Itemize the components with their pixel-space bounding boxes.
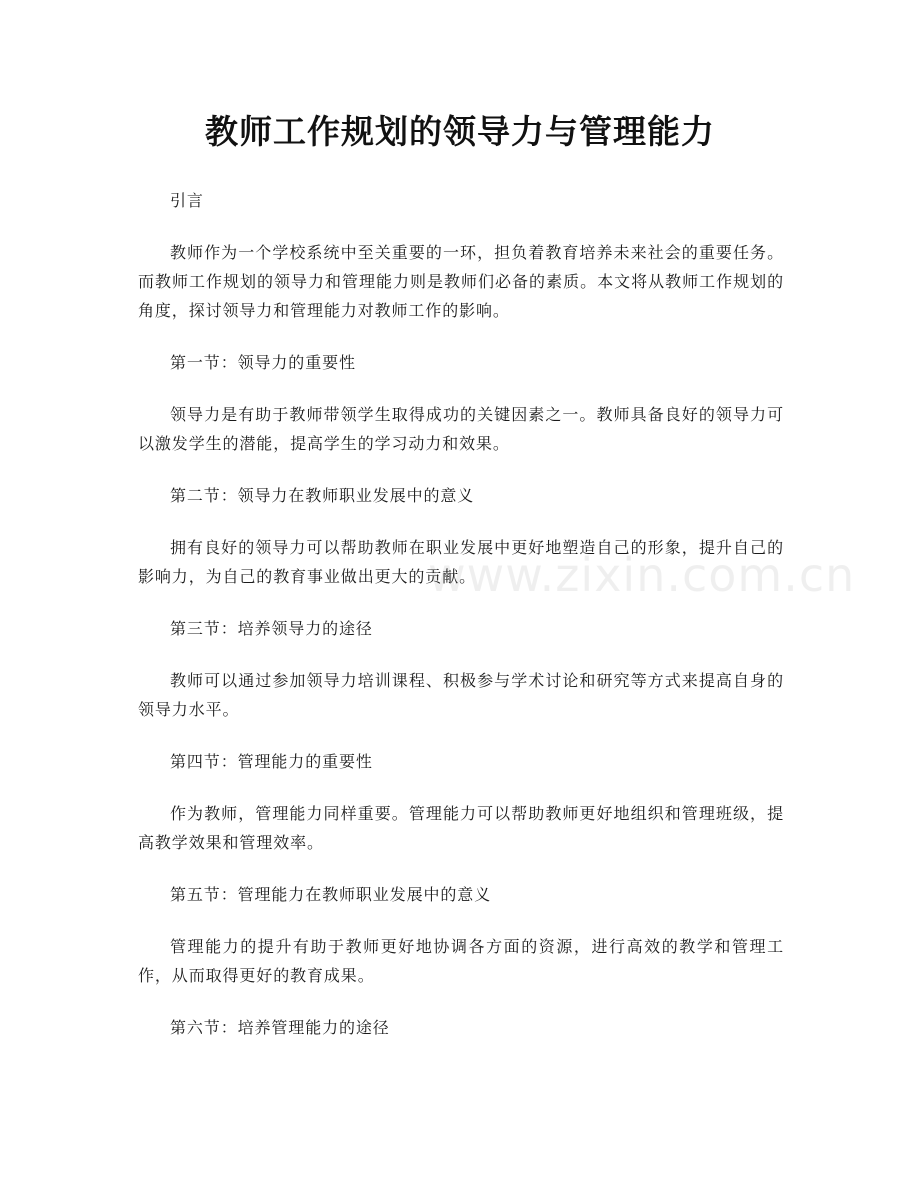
section-heading-2: 第二节：领导力在教师职业发展中的意义 [170,486,475,505]
document-title: 教师工作规划的领导力与管理能力 [205,112,715,151]
document-body [138,186,784,1065]
section-heading-6: 第六节：培养管理能力的途径 [170,1018,390,1037]
watermark: www.zixin.com.cn [428,548,856,602]
paragraph: 领导力是有助于教师带领学生取得成功的关键因素之一。教师具备良好的领导力可以激发学生的潜能，提高学生的学习动力和效果。 [138,405,784,453]
paragraph: 教师可以通过参加领导力培训课程、积极参与学术讨论和研究等方式来提高自身的领导力水平。 [138,671,784,719]
paragraph: 拥有良好的领导力可以帮助教师在职业发展中更好地塑造自己的形象，提升自己的影响力，为自己的教育事业做出更大的贡献。 [138,538,784,586]
section-heading-4: 第四节：管理能力的重要性 [170,752,373,771]
section-heading-5: 第五节：管理能力在教师职业发展中的意义 [170,885,492,904]
section-heading-1: 第一节：领导力的重要性 [170,353,356,372]
paragraph: 作为教师，管理能力同样重要。管理能力可以帮助教师更好地组织和管理班级，提高教学效果和管理效率。 [138,804,784,852]
section-heading-intro: 引言 [170,191,204,210]
paragraph: 管理能力的提升有助于教师更好地协调各方面的资源，进行高效的教学和管理工作，从而取得更好的教育成果。 [138,937,784,985]
section-heading-3: 第三节：培养领导力的途径 [170,619,373,638]
paragraph: 教师作为一个学校系统中至关重要的一环，担负着教育培养未来社会的重要任务。而教师工作规划的领导力和管理能力则是教师们必备的素质。本文将从教师工作规划的角度，探讨领导力和管理能力对教师工作的影响。 [138,243,784,320]
